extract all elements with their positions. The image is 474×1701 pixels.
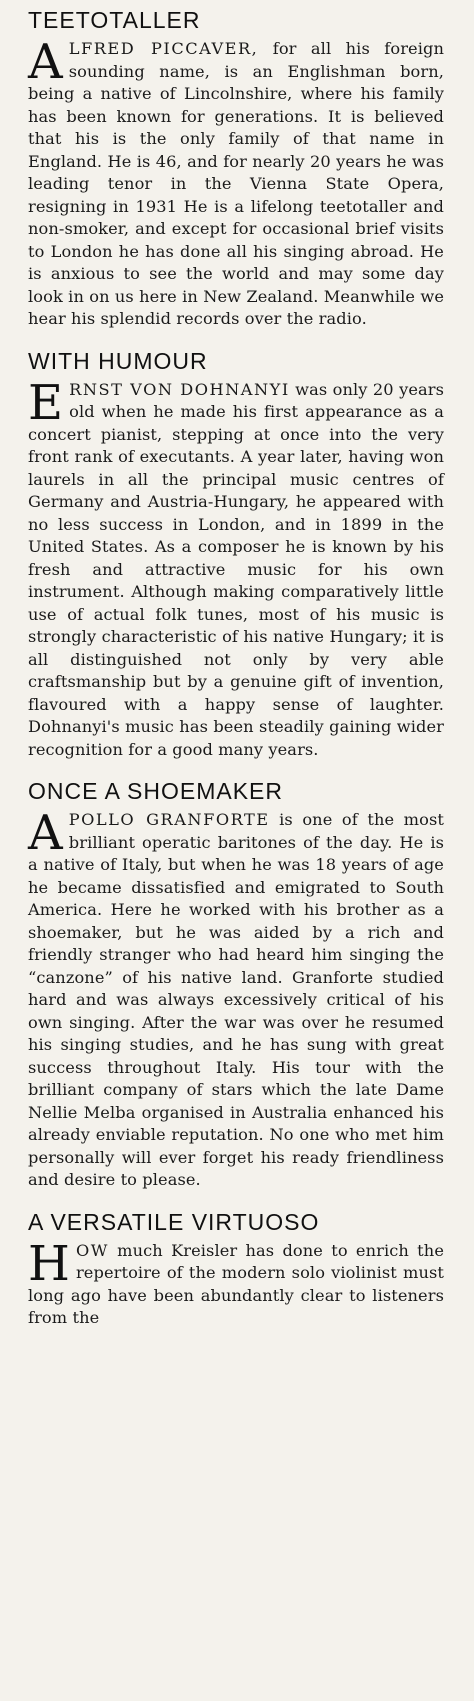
drop-cap: H bbox=[28, 1235, 70, 1292]
drop-cap: E bbox=[28, 374, 64, 431]
drop-cap: A bbox=[28, 805, 63, 861]
paragraph-text: much Kreisler has done to enrich the repertoire of the modern solo violinist must long ago have been abundantly clear to listeners from the bbox=[28, 1240, 444, 1327]
lead-in: POLLO GRANFORTE bbox=[68, 810, 270, 829]
article-paragraph bbox=[28, 1235, 444, 1330]
drop-cap: A bbox=[28, 34, 63, 90]
lead-in: OW bbox=[75, 1240, 109, 1260]
lead-in: LFRED PICCAVER, bbox=[68, 39, 259, 58]
section-heading: ONCE A SHOEMAKER bbox=[28, 778, 284, 804]
article-paragraph bbox=[28, 374, 444, 762]
section-heading: TEETOTALLER bbox=[28, 7, 201, 33]
section-heading: A VERSATILE VIRTUOSO bbox=[28, 1208, 320, 1235]
lead-in: RNST VON DOHNANYI bbox=[69, 379, 290, 399]
paragraph-text: for all his foreign sounding name, is an Englishman born, being a native of Lincolnshire, where his family has been known for generations. It is believed that his is the only family of that name in England. He is 46, and for nearly 20 years he was leading tenor in the Vienna State Opera, resigning in 1931 He is a lifelong teetotaller and non-smoker, and except for occasional brief visits to London he has done all his singing abroad. He is anxious to see the world and may some day look in on us here in New Zealand. Meanwhile we hear his splendid records over the radio. bbox=[28, 39, 444, 328]
paragraph-text: is one of the most brilliant operatic baritones of the day. He is a native of Italy, but when he was 18 years of age he became dissatisfied and emigrated to South America. Here he worked with his brother as a shoemaker, but he was aided by a rich and friendly stranger who had heard him singing the “canzone” of his native land. Granforte studied hard and was always excessively critical of his own singing. After the war was over he resumed his singing studies, and he has sung with great success throughout Italy. His tour with the brilliant company of stars which the late Dame Nellie Melba organised in Australia enhanced his already enviable reputation. No one who met him personally will ever forget his ready friendliness and desire to please. bbox=[28, 810, 444, 1189]
section-heading: WITH HUMOUR bbox=[28, 347, 208, 374]
article-paragraph bbox=[28, 34, 444, 331]
article-paragraph bbox=[28, 805, 444, 1192]
paragraph-text: was only 20 years old when he made his first appearance as a concert pianist, stepping at once into the very front rank of executants. A year later, having won laurels in all the principal music centres of Germany and Austria-Hungary, he appeared with no less success in London, and in 1899 in the United States. As a composer he is known by his fresh and attractive music for his own instrument. Although making comparatively little use of actual folk tunes, most of his music is strongly characteristic of his native Hungary; it is all distinguished not only by very able craftsmanship but by a genuine gift of invention, flavoured with a happy sense of laughter. Dohnanyi's music has been steadily gaining wider recognition for a good many years. bbox=[28, 379, 444, 759]
